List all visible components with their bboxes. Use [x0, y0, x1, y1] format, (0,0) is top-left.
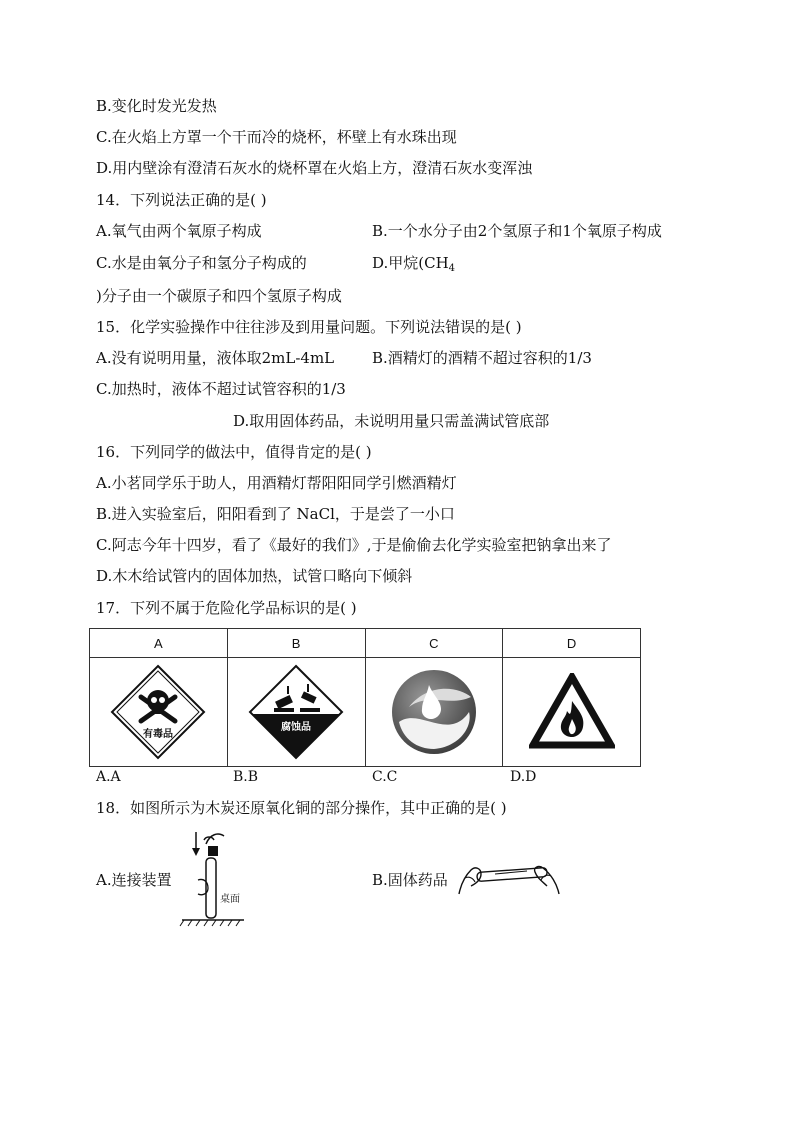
q15-option-b: B.酒精灯的酒精不超过容积的1/3 — [372, 349, 592, 367]
q15-option-a: A.没有说明用量，液体取2mL-4mL — [96, 349, 335, 367]
q15-option-d: D.取用固体药品，未说明用量只需盖满试管底部 — [233, 412, 550, 430]
q17-cell-b — [227, 658, 365, 767]
q15-option-c: C.加热时，液体不超过试管容积的1/3 — [96, 380, 346, 398]
q17-option-c: C.C — [372, 769, 398, 785]
toxic-skull-icon — [110, 664, 206, 760]
q18-option-a: A.连接装置 — [96, 871, 172, 889]
q16-option-d: D.木木给试管内的固体加热，试管口略向下倾斜 — [96, 567, 413, 585]
q13-option-d: D.用内壁涂有澄清石灰水的烧杯罩在火焰上方，澄清石灰水变浑浊 — [96, 159, 533, 177]
q18-option-b: B.固体药品 — [372, 871, 448, 889]
q17-sign-table — [89, 628, 641, 767]
q13-option-c: C.在火焰上方罩一个干而冷的烧杯，杯壁上有水珠出现 — [96, 128, 457, 146]
q17-col-d-header: D — [503, 629, 641, 658]
table-surface-label: 桌面 — [220, 894, 240, 905]
q17-col-c-header: C — [365, 629, 503, 658]
q17-option-b: B.B — [233, 769, 259, 785]
q17-col-b-header: B — [227, 629, 365, 658]
q17-stem: 17．下列不属于危险化学品标识的是( ) — [96, 599, 357, 617]
q14-option-a: A.氧气由两个氧原子构成 — [96, 222, 262, 240]
q16-stem: 16．下列同学的做法中，值得肯定的是( ) — [96, 443, 372, 461]
test-tube-stopper-icon — [178, 828, 250, 930]
q18-stem: 18．如图所示为木炭还原氧化铜的部分操作，其中正确的是( ) — [96, 799, 507, 817]
corrosive-label: 腐蚀品 — [281, 722, 312, 733]
q16-option-a: A.小茗同学乐于助人，用酒精灯帮阳阳同学引燃酒精灯 — [96, 474, 457, 492]
water-saving-icon — [389, 667, 479, 757]
q14-option-d-subscript: 4 — [448, 263, 456, 274]
q14-stem: 14．下列说法正确的是( ) — [96, 191, 267, 209]
q13-option-b: B.变化时发光发热 — [96, 97, 217, 115]
hands-holding-tube-icon — [455, 856, 563, 898]
q16-option-b: B.进入实验室后，阳阳看到了 NaCl，于是尝了一小口 — [96, 505, 455, 523]
q14-option-d — [372, 253, 455, 279]
q17-cell-d — [503, 658, 641, 767]
corrosive-icon — [248, 664, 344, 760]
q17-cell-a — [90, 658, 228, 767]
q14-option-c: C.水是由氧分子和氢分子构成的 — [96, 254, 307, 272]
toxic-label: 有毒品 — [143, 729, 174, 740]
flammable-triangle-icon — [529, 673, 615, 751]
q14-option-d-text: D.甲烷(CH — [372, 254, 449, 272]
q15-stem: 15．化学实验操作中往往涉及到用量问题。下列说法错误的是( ) — [96, 318, 522, 336]
q17-option-a: A.A — [96, 769, 121, 785]
q17-option-d: D.D — [510, 769, 537, 785]
q14-option-b: B.一个水分子由2个氢原子和1个氧原子构成 — [372, 222, 662, 240]
q17-cell-c — [365, 658, 503, 767]
q16-option-c: C.阿志今年十四岁，看了《最好的我们》,于是偷偷去化学实验室把钠拿出来了 — [96, 536, 612, 554]
q14-option-d-continued: )分子由一个碳原子和四个氢原子构成 — [96, 287, 342, 305]
q17-col-a-header: A — [90, 629, 228, 658]
